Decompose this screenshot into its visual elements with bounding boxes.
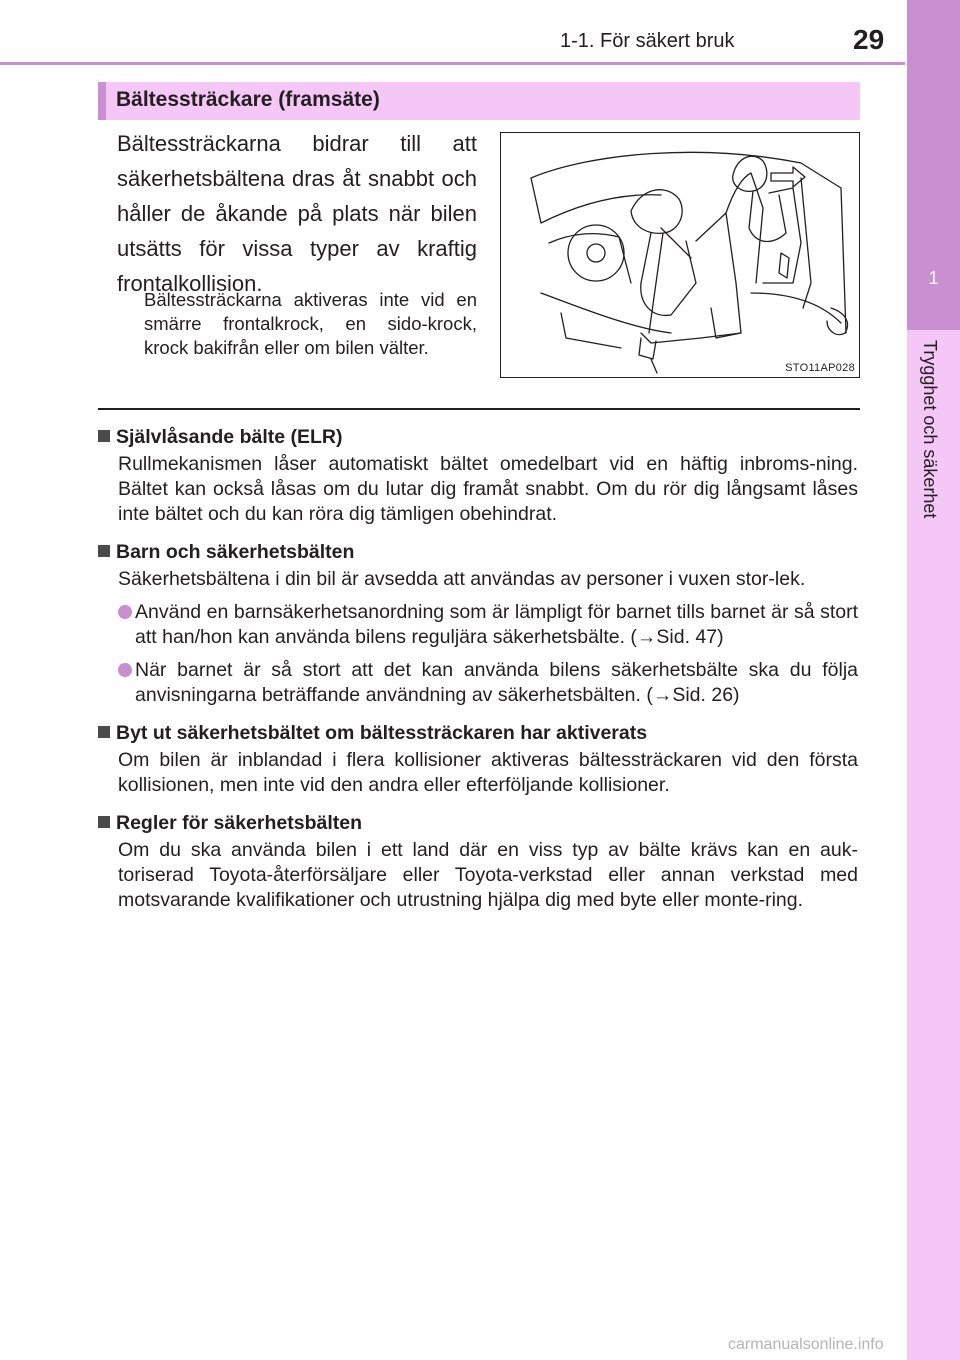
header-rule <box>0 62 905 65</box>
section-divider <box>98 408 860 410</box>
item-text-elr: Rullmekanismen låser automatiskt bältet omedelbart vid en häftig inbroms-ning. Bältet kan också låsas om du lutar dig framåt snabbt. Om du rör dig långsamt låses inte bältet och du kan röra dig tämligen obehindrat. <box>118 453 858 525</box>
figure-code: STO11AP028 <box>785 362 855 374</box>
chapter-title: Trygghet och säkerhet <box>920 340 940 519</box>
chapter-number: 1 <box>928 268 939 288</box>
chapter-side-tab <box>907 0 960 1360</box>
item-text-children: Säkerhetsbältena i din bil är avsedda att användas av personer i vuxen stor-lek. <box>118 568 806 590</box>
item-text-replace-belt: Om bilen är inblandad i flera kollisioner aktiveras bältessträckaren vid den första kollisionen, men inte vid den andra eller efterföljande kollisioner. <box>118 749 858 796</box>
intro-note: Bältessträckarna aktiveras inte vid en smärre frontalkrock, en sido-krock, krock bakifrån eller om bilen välter. <box>144 289 477 358</box>
item-heading-elr: Självlåsande bälte (ELR) <box>98 424 858 450</box>
bullet-child-seatbelt: När barnet är så stort att det kan använda bilens säkerhetsbälte ska du följa anvisningarna beträffande användning av säkerhetsbälten. (→Sid. 26) <box>118 658 858 708</box>
bullet-child-restraint: Använd en barnsäkerhetsanordning som är lämpligt för barnet tills barnet är så stort att han/hon kan använda bilens reguljära säkerhetsbälte. (→Sid. 47) <box>118 600 858 650</box>
pretensioner-illustration <box>500 132 860 378</box>
notes-content <box>98 420 858 913</box>
section-heading <box>98 82 860 120</box>
item-heading-replace-belt: Byt ut säkerhetsbältet om bältessträckaren har aktiverats <box>98 720 858 746</box>
section-heading-text: Bältessträckare (framsäte) <box>116 88 380 111</box>
item-heading-children: Barn och säkerhetsbälten <box>98 539 858 565</box>
item-text-regulations: Om du ska använda bilen i ett land där en viss typ av bälte krävs kan en auk-toriserad Toyota-återförsäljare eller Toyota-verkstad eller annan verkstad med motsvarande kvalifikationer och utrustning hjälpa dig med byte eller monte-ring. <box>118 839 858 911</box>
car-interior-drawing <box>501 133 860 378</box>
header-section-title: 1-1. För säkert bruk <box>560 30 735 52</box>
page-number: 29 <box>853 24 885 55</box>
watermark: carmanualsonline.info <box>728 1336 884 1353</box>
item-heading-regulations: Regler för säkerhetsbälten <box>98 810 858 836</box>
intro-paragraph: Bältessträckarna bidrar till att säkerhetsbältena dras åt snabbt och håller de åkande på plats när bilen utsätts för vissa typer av kraftig frontalkollision. <box>117 131 477 296</box>
